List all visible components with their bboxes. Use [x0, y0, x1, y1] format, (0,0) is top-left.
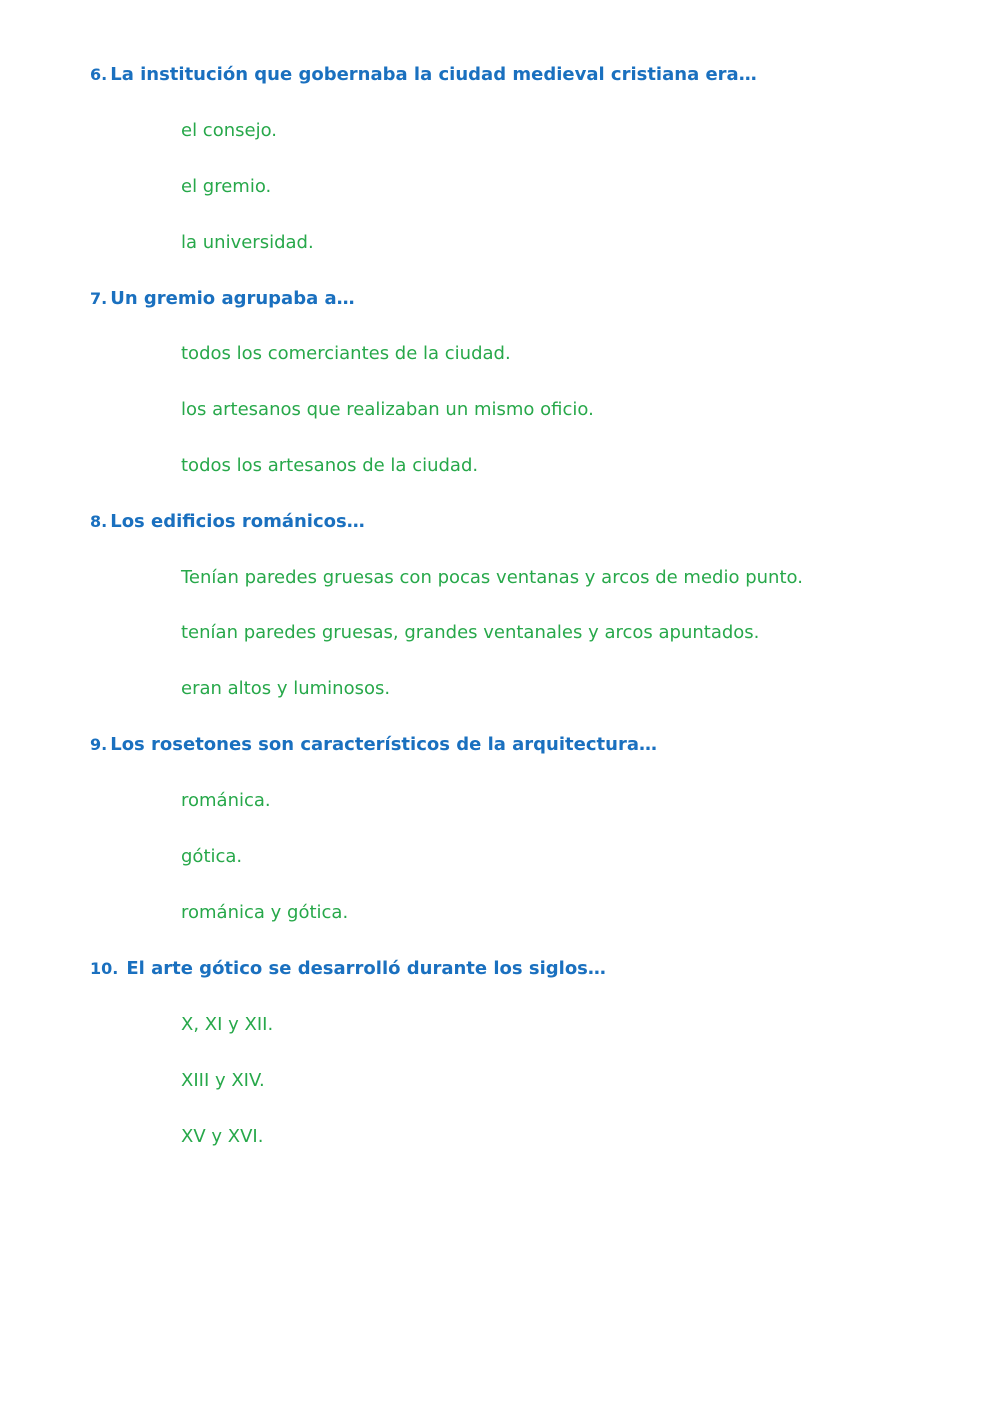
answer-option[interactable]: el gremio. — [181, 176, 272, 197]
question-8 — [90, 510, 365, 534]
answer-option[interactable]: románica y gótica. — [181, 902, 349, 923]
question-text: La institución que gobernaba la ciudad medieval cristiana era… — [110, 64, 757, 85]
question-text: Un gremio agrupaba a… — [110, 288, 355, 309]
answer-option[interactable]: XIII y XIV. — [181, 1070, 265, 1091]
question-number: 8. — [90, 512, 108, 531]
answer-option[interactable]: XV y XVI. — [181, 1126, 264, 1147]
answer-option[interactable]: el consejo. — [181, 120, 277, 141]
question-9 — [90, 733, 657, 757]
question-number: 7. — [90, 289, 108, 308]
answer-option[interactable]: gótica. — [181, 846, 243, 867]
answer-option[interactable]: Tenían paredes gruesas con pocas ventanas y arcos de medio punto. — [181, 567, 803, 588]
question-7 — [90, 287, 355, 311]
question-number: 6. — [90, 65, 108, 84]
answer-option[interactable]: eran altos y luminosos. — [181, 678, 391, 699]
answer-option[interactable]: la universidad. — [181, 232, 314, 253]
answer-option[interactable]: románica. — [181, 790, 271, 811]
question-6 — [90, 63, 757, 87]
question-text: El arte gótico se desarrolló durante los siglos… — [126, 958, 606, 979]
question-number: 9. — [90, 735, 108, 754]
answer-option[interactable]: los artesanos que realizaban un mismo oficio. — [181, 399, 594, 420]
answer-option[interactable]: todos los artesanos de la ciudad. — [181, 455, 479, 476]
answer-option[interactable]: X, XI y XII. — [181, 1014, 274, 1035]
question-text: Los rosetones son característicos de la arquitectura… — [110, 734, 657, 755]
answer-option[interactable]: tenían paredes gruesas, grandes ventanales y arcos apuntados. — [181, 622, 760, 643]
answer-option[interactable]: todos los comerciantes de la ciudad. — [181, 343, 511, 364]
question-number: 10. — [90, 959, 119, 978]
question-text: Los edificios románicos… — [110, 511, 365, 532]
question-10 — [90, 957, 606, 981]
